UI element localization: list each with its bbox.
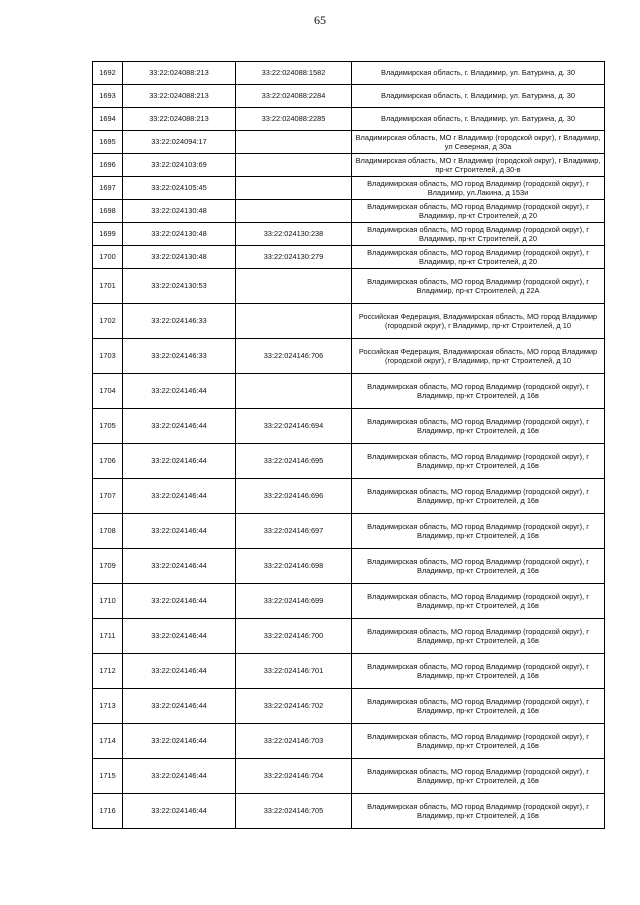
row-number-cell: 1697 <box>93 177 123 200</box>
table-row <box>93 759 605 794</box>
table-row <box>93 269 605 304</box>
row-number-cell: 1716 <box>93 794 123 829</box>
land-plot-cadastral-number-cell: 33:22:024088:213 <box>123 62 236 85</box>
row-number-cell: 1710 <box>93 584 123 619</box>
address-cell: Владимирская область, МО город Владимир (городской округ), г Владимир, пр-кт Строителей, д 16в <box>352 584 605 619</box>
property-registry-table <box>92 61 605 829</box>
land-plot-cadastral-number-cell: 33:22:024146:44 <box>123 654 236 689</box>
land-plot-cadastral-number-cell: 33:22:024146:33 <box>123 339 236 374</box>
land-plot-cadastral-number-cell: 33:22:024088:213 <box>123 108 236 131</box>
row-number-cell: 1705 <box>93 409 123 444</box>
building-cadastral-number-cell: 33:22:024146:695 <box>236 444 352 479</box>
address-cell: Владимирская область, МО г Владимир (городской округ), г Владимир, ул Северная, д 30а <box>352 131 605 154</box>
land-plot-cadastral-number-cell: 33:22:024146:44 <box>123 374 236 409</box>
table-body <box>93 62 605 829</box>
building-cadastral-number-cell: 33:22:024130:279 <box>236 246 352 269</box>
address-cell: Российская Федерация, Владимирская область, МО город Владимир (городской округ), г Владимир, пр-кт Строителей, д 10 <box>352 304 605 339</box>
building-cadastral-number-cell: 33:22:024146:699 <box>236 584 352 619</box>
table-row <box>93 619 605 654</box>
row-number-cell: 1696 <box>93 154 123 177</box>
land-plot-cadastral-number-cell: 33:22:024146:44 <box>123 724 236 759</box>
table-row <box>93 654 605 689</box>
building-cadastral-number-cell: 33:22:024146:700 <box>236 619 352 654</box>
address-cell: Владимирская область, г. Владимир, ул. Батурина, д. 30 <box>352 62 605 85</box>
building-cadastral-number-cell: 33:22:024146:706 <box>236 339 352 374</box>
table-row <box>93 131 605 154</box>
row-number-cell: 1712 <box>93 654 123 689</box>
table-row <box>93 339 605 374</box>
building-cadastral-number-cell <box>236 304 352 339</box>
land-plot-cadastral-number-cell: 33:22:024146:44 <box>123 514 236 549</box>
building-cadastral-number-cell <box>236 131 352 154</box>
building-cadastral-number-cell <box>236 374 352 409</box>
table-row <box>93 177 605 200</box>
table-row <box>93 409 605 444</box>
building-cadastral-number-cell: 33:22:024146:701 <box>236 654 352 689</box>
address-cell: Владимирская область, МО город Владимир (городской округ), г Владимир, пр-кт Строителей, д 16в <box>352 794 605 829</box>
row-number-cell: 1695 <box>93 131 123 154</box>
table-row <box>93 374 605 409</box>
land-plot-cadastral-number-cell: 33:22:024130:48 <box>123 200 236 223</box>
row-number-cell: 1703 <box>93 339 123 374</box>
building-cadastral-number-cell: 33:22:024146:698 <box>236 549 352 584</box>
table-row <box>93 549 605 584</box>
row-number-cell: 1701 <box>93 269 123 304</box>
address-cell: Владимирская область, МО город Владимир (городской округ), г Владимир, пр-кт Строителей, д 16в <box>352 479 605 514</box>
address-cell: Владимирская область, МО город Владимир (городской округ), г Владимир, пр-кт Строителей, д 16в <box>352 759 605 794</box>
building-cadastral-number-cell <box>236 200 352 223</box>
address-cell: Владимирская область, МО город Владимир (городской округ), г Владимир, пр-кт Строителей, д 16в <box>352 549 605 584</box>
land-plot-cadastral-number-cell: 33:22:024146:44 <box>123 584 236 619</box>
land-plot-cadastral-number-cell: 33:22:024146:33 <box>123 304 236 339</box>
land-plot-cadastral-number-cell: 33:22:024088:213 <box>123 85 236 108</box>
address-cell: Владимирская область, МО город Владимир (городской округ), г Владимир, пр-кт Строителей, д 22А <box>352 269 605 304</box>
address-cell: Владимирская область, МО город Владимир (городской округ), г Владимир, пр-кт Строителей, д 20 <box>352 200 605 223</box>
land-plot-cadastral-number-cell: 33:22:024146:44 <box>123 619 236 654</box>
land-plot-cadastral-number-cell: 33:22:024146:44 <box>123 549 236 584</box>
building-cadastral-number-cell <box>236 154 352 177</box>
table-row <box>93 724 605 759</box>
address-cell: Владимирская область, МО город Владимир (городской округ), г Владимир, пр-кт Строителей, д 16в <box>352 724 605 759</box>
address-cell: Владимирская область, МО г Владимир (городской округ), г Владимир, пр-кт Строителей, д 30-в <box>352 154 605 177</box>
row-number-cell: 1709 <box>93 549 123 584</box>
land-plot-cadastral-number-cell: 33:22:024146:44 <box>123 689 236 724</box>
land-plot-cadastral-number-cell: 33:22:024130:53 <box>123 269 236 304</box>
building-cadastral-number-cell: 33:22:024088:2284 <box>236 85 352 108</box>
row-number-cell: 1702 <box>93 304 123 339</box>
address-cell: Владимирская область, МО город Владимир (городской округ), г Владимир, пр-кт Строителей, д 20 <box>352 223 605 246</box>
table-row <box>93 62 605 85</box>
address-cell: Владимирская область, г. Владимир, ул. Батурина, д. 30 <box>352 108 605 131</box>
table-row <box>93 584 605 619</box>
land-plot-cadastral-number-cell: 33:22:024094:17 <box>123 131 236 154</box>
address-cell: Владимирская область, г. Владимир, ул. Батурина, д. 30 <box>352 85 605 108</box>
land-plot-cadastral-number-cell: 33:22:024105:45 <box>123 177 236 200</box>
address-cell: Владимирская область, МО город Владимир (городской округ), г Владимир, пр-кт Строителей, д 16в <box>352 514 605 549</box>
table-row <box>93 514 605 549</box>
land-plot-cadastral-number-cell: 33:22:024146:44 <box>123 479 236 514</box>
building-cadastral-number-cell: 33:22:024146:697 <box>236 514 352 549</box>
page-number: 65 <box>314 13 326 27</box>
land-plot-cadastral-number-cell: 33:22:024146:44 <box>123 409 236 444</box>
row-number-cell: 1692 <box>93 62 123 85</box>
address-cell: Владимирская область, МО город Владимир (городской округ), г Владимир, пр-кт Строителей, д 16в <box>352 409 605 444</box>
building-cadastral-number-cell: 33:22:024146:704 <box>236 759 352 794</box>
row-number-cell: 1694 <box>93 108 123 131</box>
table-row <box>93 246 605 269</box>
row-number-cell: 1713 <box>93 689 123 724</box>
building-cadastral-number-cell: 33:22:024146:702 <box>236 689 352 724</box>
address-cell: Владимирская область, МО город Владимир (городской округ), г Владимир, пр-кт Строителей, д 16в <box>352 689 605 724</box>
row-number-cell: 1711 <box>93 619 123 654</box>
land-plot-cadastral-number-cell: 33:22:024146:44 <box>123 794 236 829</box>
building-cadastral-number-cell: 33:22:024088:1582 <box>236 62 352 85</box>
building-cadastral-number-cell: 33:22:024146:694 <box>236 409 352 444</box>
land-plot-cadastral-number-cell: 33:22:024146:44 <box>123 444 236 479</box>
row-number-cell: 1700 <box>93 246 123 269</box>
address-cell: Владимирская область, МО город Владимир (городской округ), г Владимир, ул.Лакина, д 153и <box>352 177 605 200</box>
row-number-cell: 1698 <box>93 200 123 223</box>
row-number-cell: 1693 <box>93 85 123 108</box>
row-number-cell: 1707 <box>93 479 123 514</box>
table-row <box>93 108 605 131</box>
row-number-cell: 1706 <box>93 444 123 479</box>
table-row <box>93 479 605 514</box>
building-cadastral-number-cell <box>236 269 352 304</box>
building-cadastral-number-cell: 33:22:024146:696 <box>236 479 352 514</box>
address-cell: Владимирская область, МО город Владимир (городской округ), г Владимир, пр-кт Строителей, д 16в <box>352 654 605 689</box>
land-plot-cadastral-number-cell: 33:22:024130:48 <box>123 246 236 269</box>
table-row <box>93 444 605 479</box>
row-number-cell: 1714 <box>93 724 123 759</box>
address-cell: Владимирская область, МО город Владимир (городской округ), г Владимир, пр-кт Строителей, д 16в <box>352 619 605 654</box>
table-row <box>93 154 605 177</box>
land-plot-cadastral-number-cell: 33:22:024103:69 <box>123 154 236 177</box>
building-cadastral-number-cell: 33:22:024146:705 <box>236 794 352 829</box>
table-row <box>93 794 605 829</box>
table-row <box>93 689 605 724</box>
table-row <box>93 200 605 223</box>
table-row <box>93 304 605 339</box>
row-number-cell: 1699 <box>93 223 123 246</box>
row-number-cell: 1708 <box>93 514 123 549</box>
address-cell: Владимирская область, МО город Владимир (городской округ), г Владимир, пр-кт Строителей, д 16в <box>352 444 605 479</box>
table-row <box>93 85 605 108</box>
land-plot-cadastral-number-cell: 33:22:024130:48 <box>123 223 236 246</box>
building-cadastral-number-cell: 33:22:024088:2285 <box>236 108 352 131</box>
land-plot-cadastral-number-cell: 33:22:024146:44 <box>123 759 236 794</box>
address-cell: Владимирская область, МО город Владимир (городской округ), г Владимир, пр-кт Строителей, д 20 <box>352 246 605 269</box>
row-number-cell: 1704 <box>93 374 123 409</box>
building-cadastral-number-cell: 33:22:024130:238 <box>236 223 352 246</box>
row-number-cell: 1715 <box>93 759 123 794</box>
table-row <box>93 223 605 246</box>
address-cell: Владимирская область, МО город Владимир (городской округ), г Владимир, пр-кт Строителей, д 16в <box>352 374 605 409</box>
building-cadastral-number-cell <box>236 177 352 200</box>
address-cell: Российская Федерация, Владимирская область, МО город Владимир (городской округ), г Владимир, пр-кт Строителей, д 10 <box>352 339 605 374</box>
building-cadastral-number-cell: 33:22:024146:703 <box>236 724 352 759</box>
